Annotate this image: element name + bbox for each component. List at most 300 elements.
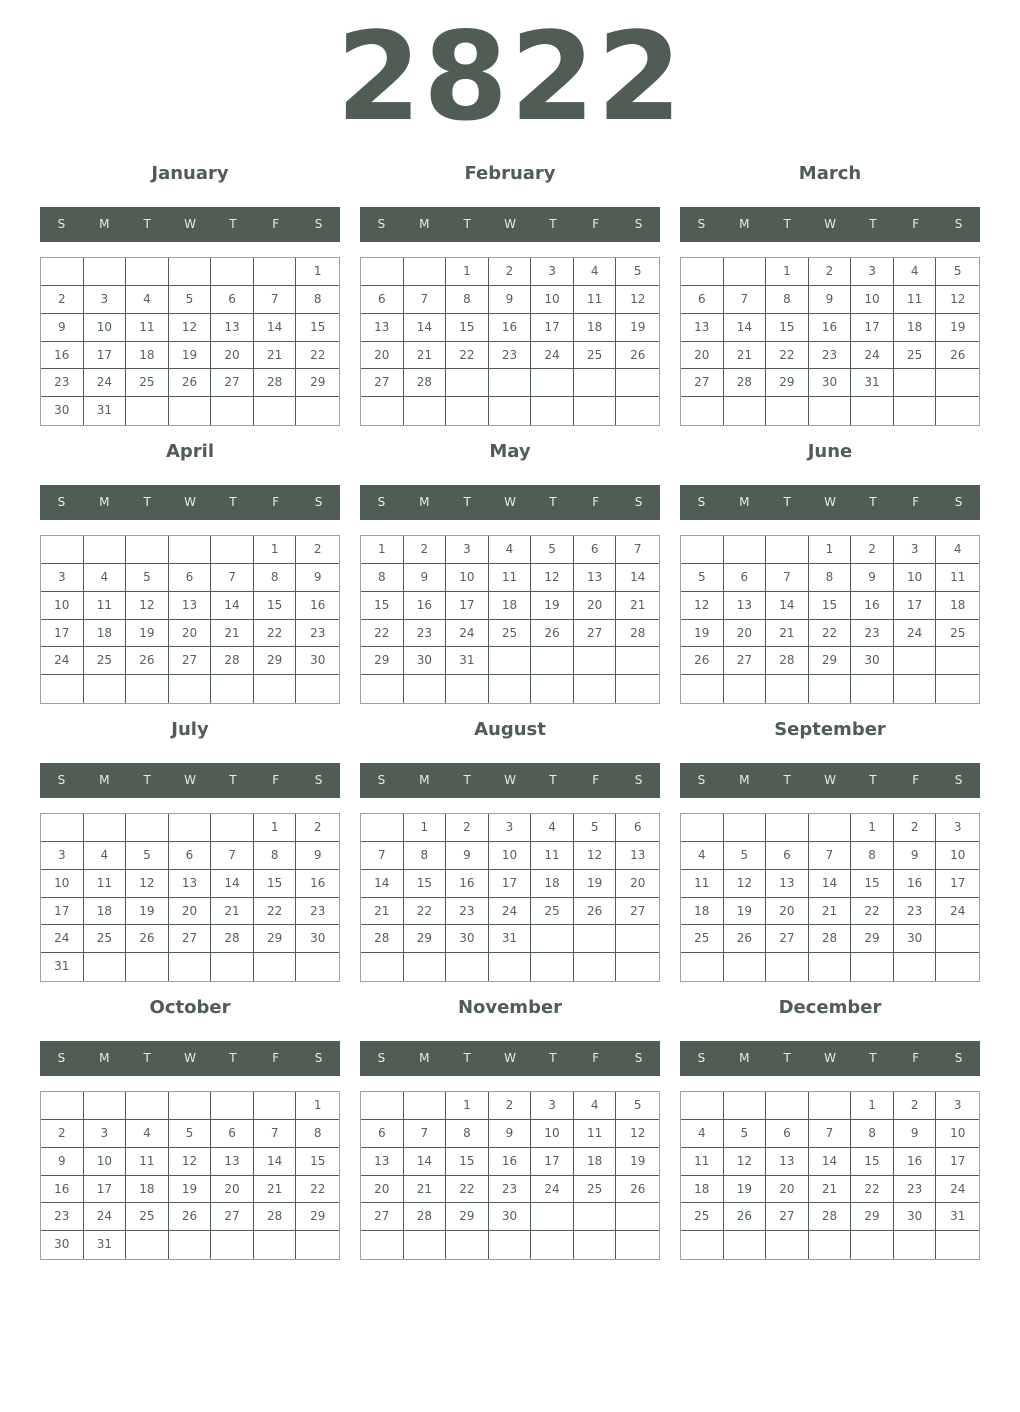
month-name: November bbox=[457, 997, 563, 1018]
weekday-label: T bbox=[783, 495, 791, 509]
day-cell: 25 bbox=[126, 1203, 169, 1231]
day-cell: 7 bbox=[361, 842, 404, 870]
day-cell: 30 bbox=[809, 369, 852, 397]
day-cell: 24 bbox=[936, 898, 979, 926]
day-cell: 17 bbox=[446, 592, 489, 620]
day-cell: 6 bbox=[681, 286, 724, 314]
day-cell: 6 bbox=[211, 286, 254, 314]
day-cell: 4 bbox=[681, 842, 724, 870]
day-cell: 21 bbox=[254, 342, 297, 370]
day-cell: 1 bbox=[296, 258, 339, 286]
month-name: May bbox=[489, 441, 531, 462]
weekday-label: M bbox=[419, 217, 430, 231]
weekday-label: M bbox=[739, 217, 750, 231]
day-cell: 30 bbox=[41, 397, 84, 425]
day-cell bbox=[254, 258, 297, 286]
day-cell: 6 bbox=[766, 1120, 809, 1148]
day-cell: 29 bbox=[851, 925, 894, 953]
day-cell: 10 bbox=[489, 842, 532, 870]
day-cell: 15 bbox=[361, 592, 404, 620]
day-cell: 28 bbox=[211, 925, 254, 953]
month-name: March bbox=[798, 163, 862, 184]
day-cell bbox=[361, 1231, 404, 1259]
day-cell: 13 bbox=[766, 1148, 809, 1176]
day-cell: 8 bbox=[851, 1120, 894, 1148]
day-cell: 3 bbox=[84, 1120, 127, 1148]
day-grid bbox=[680, 535, 980, 704]
weekday-label: M bbox=[419, 1051, 430, 1065]
day-cell: 10 bbox=[851, 286, 894, 314]
day-cell: 19 bbox=[169, 342, 212, 370]
day-cell: 9 bbox=[894, 842, 937, 870]
day-cell: 17 bbox=[84, 342, 127, 370]
day-cell bbox=[169, 258, 212, 286]
weekday-label: S bbox=[377, 495, 386, 509]
day-cell: 9 bbox=[851, 564, 894, 592]
day-cell: 8 bbox=[851, 842, 894, 870]
weekday-label: W bbox=[824, 1051, 836, 1065]
day-cell: 20 bbox=[361, 342, 404, 370]
day-cell bbox=[489, 1231, 532, 1259]
day-cell: 8 bbox=[766, 286, 809, 314]
day-cell bbox=[169, 953, 212, 981]
day-cell: 26 bbox=[724, 925, 767, 953]
day-cell: 27 bbox=[681, 369, 724, 397]
day-cell: 13 bbox=[766, 870, 809, 898]
day-cell: 27 bbox=[211, 1203, 254, 1231]
day-cell: 2 bbox=[446, 814, 489, 842]
weekday-label: T bbox=[143, 773, 151, 787]
day-cell: 10 bbox=[936, 1120, 979, 1148]
day-cell: 10 bbox=[41, 592, 84, 620]
day-cell: 19 bbox=[169, 1176, 212, 1204]
day-cell: 5 bbox=[126, 842, 169, 870]
day-cell: 4 bbox=[489, 536, 532, 564]
day-cell: 19 bbox=[531, 592, 574, 620]
day-cell: 15 bbox=[851, 870, 894, 898]
day-cell: 12 bbox=[616, 286, 659, 314]
weekday-label: W bbox=[184, 495, 196, 509]
day-cell bbox=[169, 814, 212, 842]
day-cell bbox=[531, 397, 574, 425]
day-cell: 16 bbox=[489, 1148, 532, 1176]
day-cell bbox=[126, 814, 169, 842]
day-cell: 21 bbox=[361, 898, 404, 926]
day-cell bbox=[489, 397, 532, 425]
day-cell: 2 bbox=[809, 258, 852, 286]
weekday-label: W bbox=[504, 773, 516, 787]
day-cell bbox=[574, 647, 617, 675]
day-cell: 2 bbox=[894, 814, 937, 842]
day-cell: 9 bbox=[446, 842, 489, 870]
weekday-label: T bbox=[229, 217, 237, 231]
day-grid bbox=[680, 1091, 980, 1260]
day-cell: 28 bbox=[254, 369, 297, 397]
day-cell bbox=[574, 675, 617, 703]
weekday-label: S bbox=[377, 773, 386, 787]
day-cell: 16 bbox=[489, 314, 532, 342]
day-cell bbox=[126, 258, 169, 286]
day-cell: 31 bbox=[41, 953, 84, 981]
day-cell: 18 bbox=[574, 1148, 617, 1176]
day-cell: 4 bbox=[574, 1092, 617, 1120]
day-cell: 2 bbox=[296, 536, 339, 564]
day-cell: 22 bbox=[254, 898, 297, 926]
weekday-label: M bbox=[739, 773, 750, 787]
day-grid bbox=[680, 257, 980, 426]
day-cell: 2 bbox=[41, 1120, 84, 1148]
weekday-header bbox=[680, 763, 980, 798]
day-cell: 18 bbox=[936, 592, 979, 620]
day-cell: 7 bbox=[809, 1120, 852, 1148]
day-cell bbox=[894, 1231, 937, 1259]
day-cell: 12 bbox=[936, 286, 979, 314]
day-cell: 21 bbox=[404, 1176, 447, 1204]
day-cell bbox=[724, 1092, 767, 1120]
day-cell: 11 bbox=[126, 1148, 169, 1176]
day-cell bbox=[766, 397, 809, 425]
day-cell bbox=[681, 1231, 724, 1259]
weekday-label: T bbox=[229, 773, 237, 787]
day-cell: 18 bbox=[681, 1176, 724, 1204]
day-cell: 4 bbox=[574, 258, 617, 286]
day-cell: 20 bbox=[766, 1176, 809, 1204]
day-cell: 27 bbox=[169, 925, 212, 953]
day-cell bbox=[126, 397, 169, 425]
day-cell: 8 bbox=[254, 842, 297, 870]
weekday-label: S bbox=[57, 1051, 66, 1065]
weekday-label: S bbox=[697, 217, 706, 231]
day-cell: 27 bbox=[766, 925, 809, 953]
day-cell bbox=[296, 1231, 339, 1259]
day-cell: 20 bbox=[574, 592, 617, 620]
day-cell bbox=[851, 953, 894, 981]
day-cell: 2 bbox=[41, 286, 84, 314]
day-cell bbox=[489, 369, 532, 397]
weekday-header bbox=[680, 207, 980, 242]
day-cell: 15 bbox=[254, 592, 297, 620]
day-cell: 22 bbox=[446, 1176, 489, 1204]
weekday-label: T bbox=[783, 773, 791, 787]
day-cell: 22 bbox=[254, 620, 297, 648]
day-cell: 19 bbox=[681, 620, 724, 648]
day-cell: 5 bbox=[681, 564, 724, 592]
weekday-label: S bbox=[377, 1051, 386, 1065]
weekday-label: S bbox=[377, 217, 386, 231]
day-cell: 12 bbox=[126, 870, 169, 898]
day-cell: 6 bbox=[361, 286, 404, 314]
day-cell bbox=[254, 675, 297, 703]
day-cell bbox=[809, 953, 852, 981]
day-cell: 7 bbox=[211, 564, 254, 592]
day-cell: 31 bbox=[84, 397, 127, 425]
day-cell: 14 bbox=[404, 314, 447, 342]
day-cell: 10 bbox=[936, 842, 979, 870]
day-cell bbox=[809, 1231, 852, 1259]
day-cell: 16 bbox=[851, 592, 894, 620]
day-cell: 2 bbox=[404, 536, 447, 564]
month-name: July bbox=[171, 719, 209, 740]
day-cell bbox=[211, 258, 254, 286]
weekday-label: S bbox=[57, 217, 66, 231]
day-cell: 23 bbox=[809, 342, 852, 370]
day-cell bbox=[296, 953, 339, 981]
weekday-label: W bbox=[824, 217, 836, 231]
day-cell: 13 bbox=[574, 564, 617, 592]
day-cell: 11 bbox=[936, 564, 979, 592]
day-cell: 23 bbox=[894, 1176, 937, 1204]
day-cell: 3 bbox=[489, 814, 532, 842]
day-cell: 24 bbox=[894, 620, 937, 648]
day-cell: 25 bbox=[936, 620, 979, 648]
day-grid bbox=[360, 257, 660, 426]
day-cell: 2 bbox=[489, 258, 532, 286]
day-cell bbox=[254, 953, 297, 981]
day-cell bbox=[446, 369, 489, 397]
day-cell: 13 bbox=[169, 592, 212, 620]
weekday-label: W bbox=[184, 773, 196, 787]
weekday-label: F bbox=[912, 495, 920, 509]
day-grid bbox=[40, 535, 340, 704]
weekday-label: S bbox=[57, 773, 66, 787]
day-cell: 3 bbox=[531, 258, 574, 286]
day-cell bbox=[211, 675, 254, 703]
day-cell: 7 bbox=[766, 564, 809, 592]
weekday-label: F bbox=[912, 1051, 920, 1065]
day-cell: 16 bbox=[809, 314, 852, 342]
day-cell: 20 bbox=[169, 620, 212, 648]
day-cell: 21 bbox=[809, 1176, 852, 1204]
day-cell: 13 bbox=[361, 314, 404, 342]
weekday-label: M bbox=[419, 495, 430, 509]
month-name: February bbox=[464, 163, 556, 184]
day-cell: 27 bbox=[361, 369, 404, 397]
day-cell bbox=[894, 397, 937, 425]
day-cell: 10 bbox=[894, 564, 937, 592]
weekday-label: F bbox=[592, 1051, 600, 1065]
day-cell: 6 bbox=[169, 564, 212, 592]
day-cell: 22 bbox=[766, 342, 809, 370]
day-cell: 10 bbox=[84, 314, 127, 342]
day-cell bbox=[936, 953, 979, 981]
day-cell: 19 bbox=[936, 314, 979, 342]
day-cell bbox=[254, 1092, 297, 1120]
day-cell: 26 bbox=[126, 925, 169, 953]
day-cell: 7 bbox=[254, 1120, 297, 1148]
day-cell: 1 bbox=[254, 814, 297, 842]
weekday-label: F bbox=[272, 217, 280, 231]
day-cell: 21 bbox=[724, 342, 767, 370]
day-cell: 10 bbox=[41, 870, 84, 898]
day-cell: 21 bbox=[211, 898, 254, 926]
weekday-label: T bbox=[549, 495, 557, 509]
day-cell: 11 bbox=[126, 314, 169, 342]
day-cell bbox=[489, 953, 532, 981]
month-name: December bbox=[778, 997, 882, 1018]
weekday-label: T bbox=[229, 1051, 237, 1065]
day-grid bbox=[40, 1091, 340, 1260]
day-cell: 28 bbox=[724, 369, 767, 397]
day-cell: 6 bbox=[574, 536, 617, 564]
day-cell bbox=[681, 258, 724, 286]
day-cell: 28 bbox=[766, 647, 809, 675]
day-cell: 8 bbox=[296, 1120, 339, 1148]
day-cell bbox=[616, 647, 659, 675]
weekday-header bbox=[40, 485, 340, 520]
day-cell: 8 bbox=[361, 564, 404, 592]
weekday-label: F bbox=[272, 495, 280, 509]
day-cell: 24 bbox=[851, 342, 894, 370]
day-cell: 26 bbox=[574, 898, 617, 926]
day-cell: 20 bbox=[681, 342, 724, 370]
weekday-label: S bbox=[314, 217, 323, 231]
day-cell: 25 bbox=[574, 342, 617, 370]
weekday-label: S bbox=[954, 773, 963, 787]
day-cell: 4 bbox=[894, 258, 937, 286]
day-cell: 31 bbox=[936, 1203, 979, 1231]
day-cell: 30 bbox=[446, 925, 489, 953]
day-cell bbox=[531, 953, 574, 981]
day-cell: 9 bbox=[296, 842, 339, 870]
weekday-label: W bbox=[504, 1051, 516, 1065]
day-cell: 23 bbox=[446, 898, 489, 926]
day-cell bbox=[616, 925, 659, 953]
day-cell: 19 bbox=[724, 898, 767, 926]
weekday-label: S bbox=[314, 1051, 323, 1065]
day-cell bbox=[169, 675, 212, 703]
day-cell bbox=[41, 536, 84, 564]
day-cell: 30 bbox=[894, 1203, 937, 1231]
day-cell: 29 bbox=[296, 369, 339, 397]
day-cell: 26 bbox=[681, 647, 724, 675]
day-cell: 8 bbox=[404, 842, 447, 870]
day-cell bbox=[616, 1203, 659, 1231]
day-cell: 23 bbox=[404, 620, 447, 648]
day-cell: 19 bbox=[574, 870, 617, 898]
weekday-label: S bbox=[697, 1051, 706, 1065]
day-cell: 27 bbox=[766, 1203, 809, 1231]
day-cell: 16 bbox=[296, 592, 339, 620]
day-cell: 30 bbox=[851, 647, 894, 675]
day-cell: 1 bbox=[809, 536, 852, 564]
day-cell: 12 bbox=[169, 1148, 212, 1176]
day-cell: 29 bbox=[296, 1203, 339, 1231]
day-cell: 26 bbox=[169, 369, 212, 397]
day-cell: 14 bbox=[211, 870, 254, 898]
day-cell: 12 bbox=[531, 564, 574, 592]
day-cell: 16 bbox=[404, 592, 447, 620]
day-cell: 15 bbox=[766, 314, 809, 342]
day-cell: 7 bbox=[809, 842, 852, 870]
day-cell: 9 bbox=[41, 314, 84, 342]
day-cell bbox=[616, 369, 659, 397]
day-cell: 26 bbox=[169, 1203, 212, 1231]
day-cell: 16 bbox=[894, 1148, 937, 1176]
day-cell: 17 bbox=[531, 1148, 574, 1176]
weekday-label: M bbox=[739, 1051, 750, 1065]
day-cell: 25 bbox=[531, 898, 574, 926]
day-cell: 5 bbox=[724, 1120, 767, 1148]
day-cell bbox=[84, 258, 127, 286]
day-cell: 25 bbox=[574, 1176, 617, 1204]
day-cell bbox=[936, 675, 979, 703]
day-cell bbox=[361, 675, 404, 703]
day-cell: 13 bbox=[211, 1148, 254, 1176]
day-cell bbox=[211, 953, 254, 981]
weekday-label: T bbox=[143, 495, 151, 509]
day-cell: 28 bbox=[211, 647, 254, 675]
day-cell: 31 bbox=[851, 369, 894, 397]
day-cell: 11 bbox=[681, 870, 724, 898]
day-cell: 15 bbox=[254, 870, 297, 898]
day-cell bbox=[404, 258, 447, 286]
weekday-header bbox=[40, 1041, 340, 1076]
day-cell bbox=[936, 369, 979, 397]
day-cell: 24 bbox=[936, 1176, 979, 1204]
weekday-label: T bbox=[143, 217, 151, 231]
day-cell: 14 bbox=[254, 1148, 297, 1176]
day-cell: 13 bbox=[724, 592, 767, 620]
weekday-label: F bbox=[592, 495, 600, 509]
day-cell: 2 bbox=[296, 814, 339, 842]
day-cell bbox=[574, 925, 617, 953]
weekday-label: S bbox=[634, 773, 643, 787]
day-cell: 27 bbox=[574, 620, 617, 648]
day-cell: 10 bbox=[446, 564, 489, 592]
day-cell: 16 bbox=[894, 870, 937, 898]
day-cell: 21 bbox=[809, 898, 852, 926]
weekday-label: M bbox=[99, 217, 110, 231]
day-cell: 16 bbox=[446, 870, 489, 898]
day-cell: 11 bbox=[84, 592, 127, 620]
day-cell: 15 bbox=[851, 1148, 894, 1176]
day-cell bbox=[724, 397, 767, 425]
day-cell: 19 bbox=[724, 1176, 767, 1204]
day-grid bbox=[40, 813, 340, 982]
weekday-label: T bbox=[869, 773, 877, 787]
day-cell: 30 bbox=[404, 647, 447, 675]
weekday-label: M bbox=[419, 773, 430, 787]
day-cell: 23 bbox=[851, 620, 894, 648]
day-cell: 17 bbox=[84, 1176, 127, 1204]
day-cell: 28 bbox=[616, 620, 659, 648]
day-cell bbox=[211, 814, 254, 842]
weekday-label: W bbox=[504, 495, 516, 509]
day-cell: 3 bbox=[84, 286, 127, 314]
weekday-label: S bbox=[954, 217, 963, 231]
day-cell: 5 bbox=[169, 286, 212, 314]
day-cell bbox=[446, 397, 489, 425]
day-cell: 29 bbox=[766, 369, 809, 397]
weekday-label: T bbox=[549, 217, 557, 231]
day-cell: 1 bbox=[851, 1092, 894, 1120]
day-cell: 25 bbox=[681, 925, 724, 953]
day-cell: 20 bbox=[211, 342, 254, 370]
day-cell: 3 bbox=[851, 258, 894, 286]
weekday-label: T bbox=[869, 217, 877, 231]
day-cell bbox=[254, 1231, 297, 1259]
day-cell bbox=[446, 675, 489, 703]
day-cell: 24 bbox=[531, 1176, 574, 1204]
day-cell: 1 bbox=[851, 814, 894, 842]
day-cell: 21 bbox=[404, 342, 447, 370]
day-cell bbox=[489, 675, 532, 703]
day-cell: 30 bbox=[41, 1231, 84, 1259]
day-cell bbox=[894, 369, 937, 397]
month-name: October bbox=[149, 997, 231, 1018]
day-cell: 29 bbox=[254, 925, 297, 953]
day-grid bbox=[680, 813, 980, 982]
